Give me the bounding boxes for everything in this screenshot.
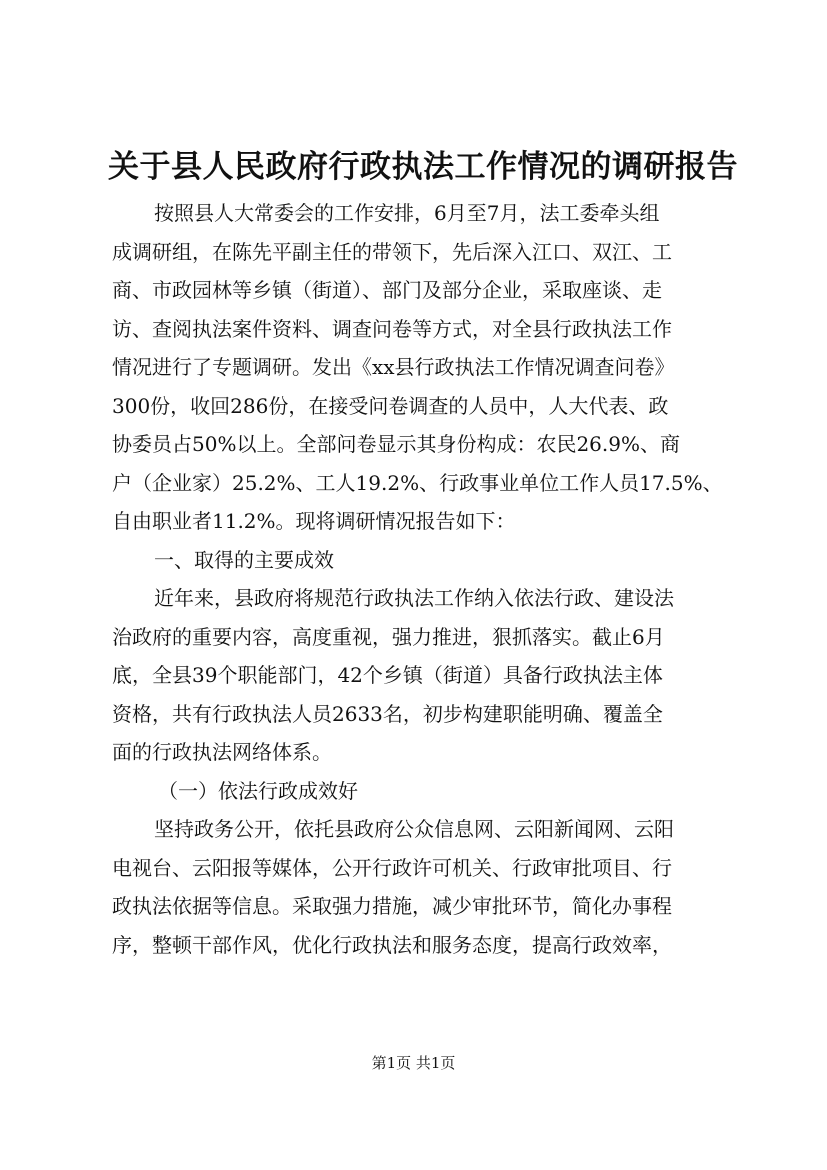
paragraph-line: 按照县人大常委会的工作安排，6月至7月，法工委牵头组 [154, 201, 660, 225]
paragraph-line: 协委员占50%以上。全部问卷显示其身份构成：农民26.9%、商 [112, 432, 680, 456]
paragraph-line: 坚持政务公开，依托县政府公众信息网、云阳新闻网、云阳 [154, 817, 674, 841]
paragraph-line: 治政府的重要内容，高度重视，强力推进，狠抓落实。截止6月 [112, 624, 665, 649]
subsection-heading: （一）依法行政成效好 [158, 778, 358, 803]
paragraph-line: 成调研组，在陈先平副主任的带领下，先后深入江口、双江、工 [112, 239, 672, 264]
paragraph-line: 面的行政执法网络体系。 [112, 740, 332, 764]
paragraph-line: 300份，收回286份，在接受问卷调查的人员中，人大代表、政 [112, 393, 669, 418]
paragraph-line: 电视台、云阳报等媒体，公开行政许可机关、行政审批项目、行 [112, 855, 672, 880]
paragraph-line: 情况进行了专题调研。发出《xx县行政执法工作情况调查问卷》 [112, 355, 675, 379]
paragraph-line: 资格，共有行政执法人员2633名，初步构建职能明确、覆盖全 [112, 701, 663, 726]
paragraph-line: 序，整顿干部作风，优化行政执法和服务态度，提高行政效率， [112, 932, 672, 957]
document-body [112, 194, 742, 964]
document-title: 关于县人民政府行政执法工作情况的调研报告 [108, 149, 738, 185]
paragraph-line: 户（企业家）25.2%、工人19.2%、行政事业单位工作人员17.5%、 [112, 470, 723, 495]
paragraph-line: 商、市政园林等乡镇（街道）、部门及部分企业，采取座谈、走 [112, 278, 662, 302]
page-footer: 第1页 共1页 [371, 1054, 456, 1072]
paragraph-line: 近年来，县政府将规范行政执法工作纳入依法行政、建设法 [154, 586, 674, 610]
paragraph-line: 访、查阅执法案件资料、调查问卷等方式，对全县行政执法工作 [112, 316, 672, 341]
paragraph-line: 政执法依据等信息。采取强力措施，减少审批环节，简化办事程 [112, 894, 672, 918]
paragraph-line: 自由职业者11.2%。现将调研情况报告如下： [112, 509, 516, 533]
section-heading: 一、取得的主要成效 [154, 547, 334, 572]
paragraph-line: 底，全县39个职能部门，42个乡镇（街道）具备行政执法主体 [112, 663, 663, 687]
